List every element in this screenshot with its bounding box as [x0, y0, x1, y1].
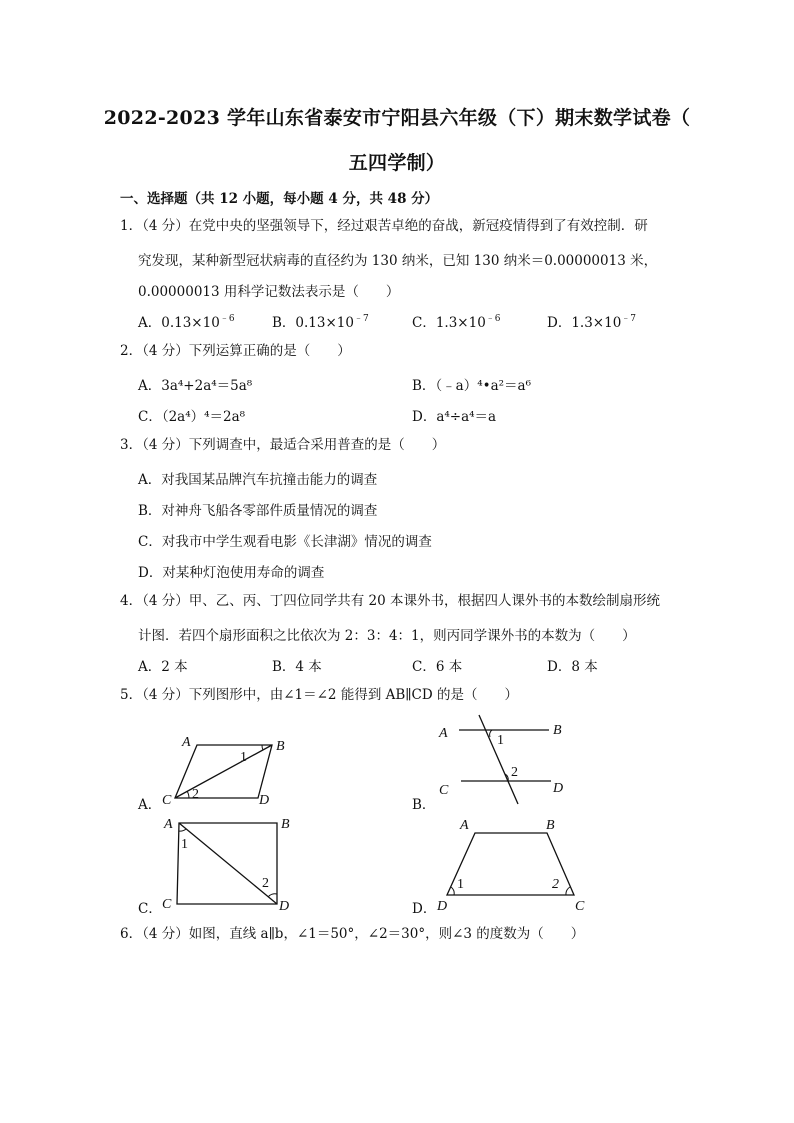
question-4-line2: 计图．若四个扇形面积之比依次为 2：3：4：1，则丙同学课外书的本数为（ ） — [138, 628, 636, 644]
label-b: B — [553, 723, 562, 738]
q1-option-b: B．$0.13\times 10^{﹣7}$ — [272, 313, 369, 331]
q4-option-c: C．6 本 — [412, 659, 463, 675]
exam-title-line1: 2022-2023 学年山东省泰安市宁阳县六年级（下）期末数学试卷（ — [103, 107, 691, 129]
label-d: D — [553, 781, 564, 796]
question-text: 在党中央的坚强领导下，经过艰苦卓绝的奋战，新冠疫情得到了有效控制．研 — [188, 218, 648, 234]
question-5: 5．（4 分）下列图形中，由∠1＝∠2 能得到 AB∥CD 的是（ ） — [120, 687, 518, 703]
label-b: B — [281, 817, 290, 832]
question-6: 6．（4 分）如图，直线 a∥b，∠1＝50°，∠2＝30°，则∠3 的度数为（ ） — [120, 926, 585, 942]
question-score: （4 分） — [142, 218, 189, 234]
angle-2-label: 2 — [262, 876, 269, 891]
question-text: （4 分）下列调查中，最适合采用普查的是（ ） — [142, 437, 446, 453]
question-1-line2: 究发现，某种新型冠状病毒的直径约为 130 纳米，已知 130 纳米＝0.00000013 米， — [138, 253, 658, 269]
q2-option-b: B．（﹣a）⁴•a²＝a⁶ — [412, 378, 532, 394]
question-text: （4 分）下列运算正确的是（ ） — [142, 343, 351, 359]
q2-option-c: C．（2a⁴）⁴＝2a⁸ — [138, 409, 246, 425]
label-c: C — [575, 899, 585, 914]
q5-option-d: D． — [412, 901, 437, 917]
q3-option-a: A．对我国某品牌汽车抗撞击能力的调查 — [138, 472, 378, 488]
q1-option-d: D．$1.3\times 10^{﹣7}$ — [547, 313, 637, 331]
label-a: A — [460, 818, 469, 833]
label-c: C — [162, 793, 172, 808]
question-2: 2．（4 分）下列运算正确的是（ ） — [120, 343, 351, 359]
q5-option-b: B． — [412, 797, 436, 813]
question-number: 1． — [120, 218, 143, 234]
exam-title-line2: 五四学制） — [348, 152, 446, 174]
figure-b-transversal — [432, 712, 577, 808]
question-text: （4 分）甲、乙、丙、丁四位同学共有 20 本课外书，根据四人课外书的本数绘制扇形统 — [142, 593, 660, 609]
q3-option-c: C．对我市中学生观看电影《长津湖》情况的调查 — [138, 534, 432, 550]
q1-option-c: C．$1.3\times 10^{﹣6}$ — [412, 313, 501, 331]
section-heading: 一、选择题（共 12 小题，每小题 4 分，共 48 分） — [120, 191, 439, 207]
label-c: C — [162, 897, 172, 912]
angle-1-label: 1 — [240, 750, 247, 765]
question-4: 4．（4 分）甲、乙、丙、丁四位同学共有 20 本课外书，根据四人课外书的本数绘制扇形统 — [120, 593, 660, 609]
label-d: D — [279, 899, 290, 914]
label-c: C — [439, 783, 449, 798]
label-b: B — [276, 739, 285, 754]
q5-option-c: C． — [138, 901, 162, 917]
question-text: （4 分）下列图形中，由∠1＝∠2 能得到 AB∥CD 的是（ ） — [142, 687, 518, 703]
q3-option-b: B．对神舟飞船各零部件质量情况的调查 — [138, 503, 378, 519]
question-3: 3．（4 分）下列调查中，最适合采用普查的是（ ） — [120, 437, 446, 453]
angle-2-label: 2 — [552, 877, 559, 892]
q4-option-a: A．2 本 — [138, 659, 188, 675]
label-a: A — [439, 726, 448, 741]
angle-2-label: 2 — [192, 787, 199, 802]
question-text: （4 分）如图，直线 a∥b，∠1＝50°，∠2＝30°，则∠3 的度数为（ ） — [142, 926, 585, 942]
label-a: A — [182, 735, 191, 750]
label-d: D — [259, 793, 270, 808]
figure-c-rectangle — [160, 812, 300, 916]
q4-option-d: D．8 本 — [547, 659, 598, 675]
q2-option-d: D．a⁴÷a⁴＝a — [412, 409, 497, 425]
angle-1-label: 1 — [497, 733, 504, 748]
q2-option-a: A．3a⁴+2a⁴＝5a⁸ — [138, 378, 253, 394]
q4-option-b: B．4 本 — [272, 659, 322, 675]
angle-2-label: 2 — [511, 765, 518, 780]
q5-option-a: A． — [138, 797, 162, 813]
angle-1-label: 1 — [181, 837, 188, 852]
figure-d-trapezoid — [432, 815, 592, 915]
question-1 — [120, 211, 680, 242]
figure-a-parallelogram — [155, 728, 295, 810]
label-a: A — [164, 817, 173, 832]
q1-option-a: A．$0.13\times 10^{﹣6}$ — [138, 313, 235, 331]
question-1-line3: 0.00000013 用科学记数法表示是（ ） — [138, 284, 400, 300]
q3-option-d: D．对某种灯泡使用寿命的调查 — [138, 565, 325, 581]
angle-1-label: 1 — [457, 877, 464, 892]
label-d: D — [437, 899, 448, 914]
label-b: B — [546, 818, 555, 833]
